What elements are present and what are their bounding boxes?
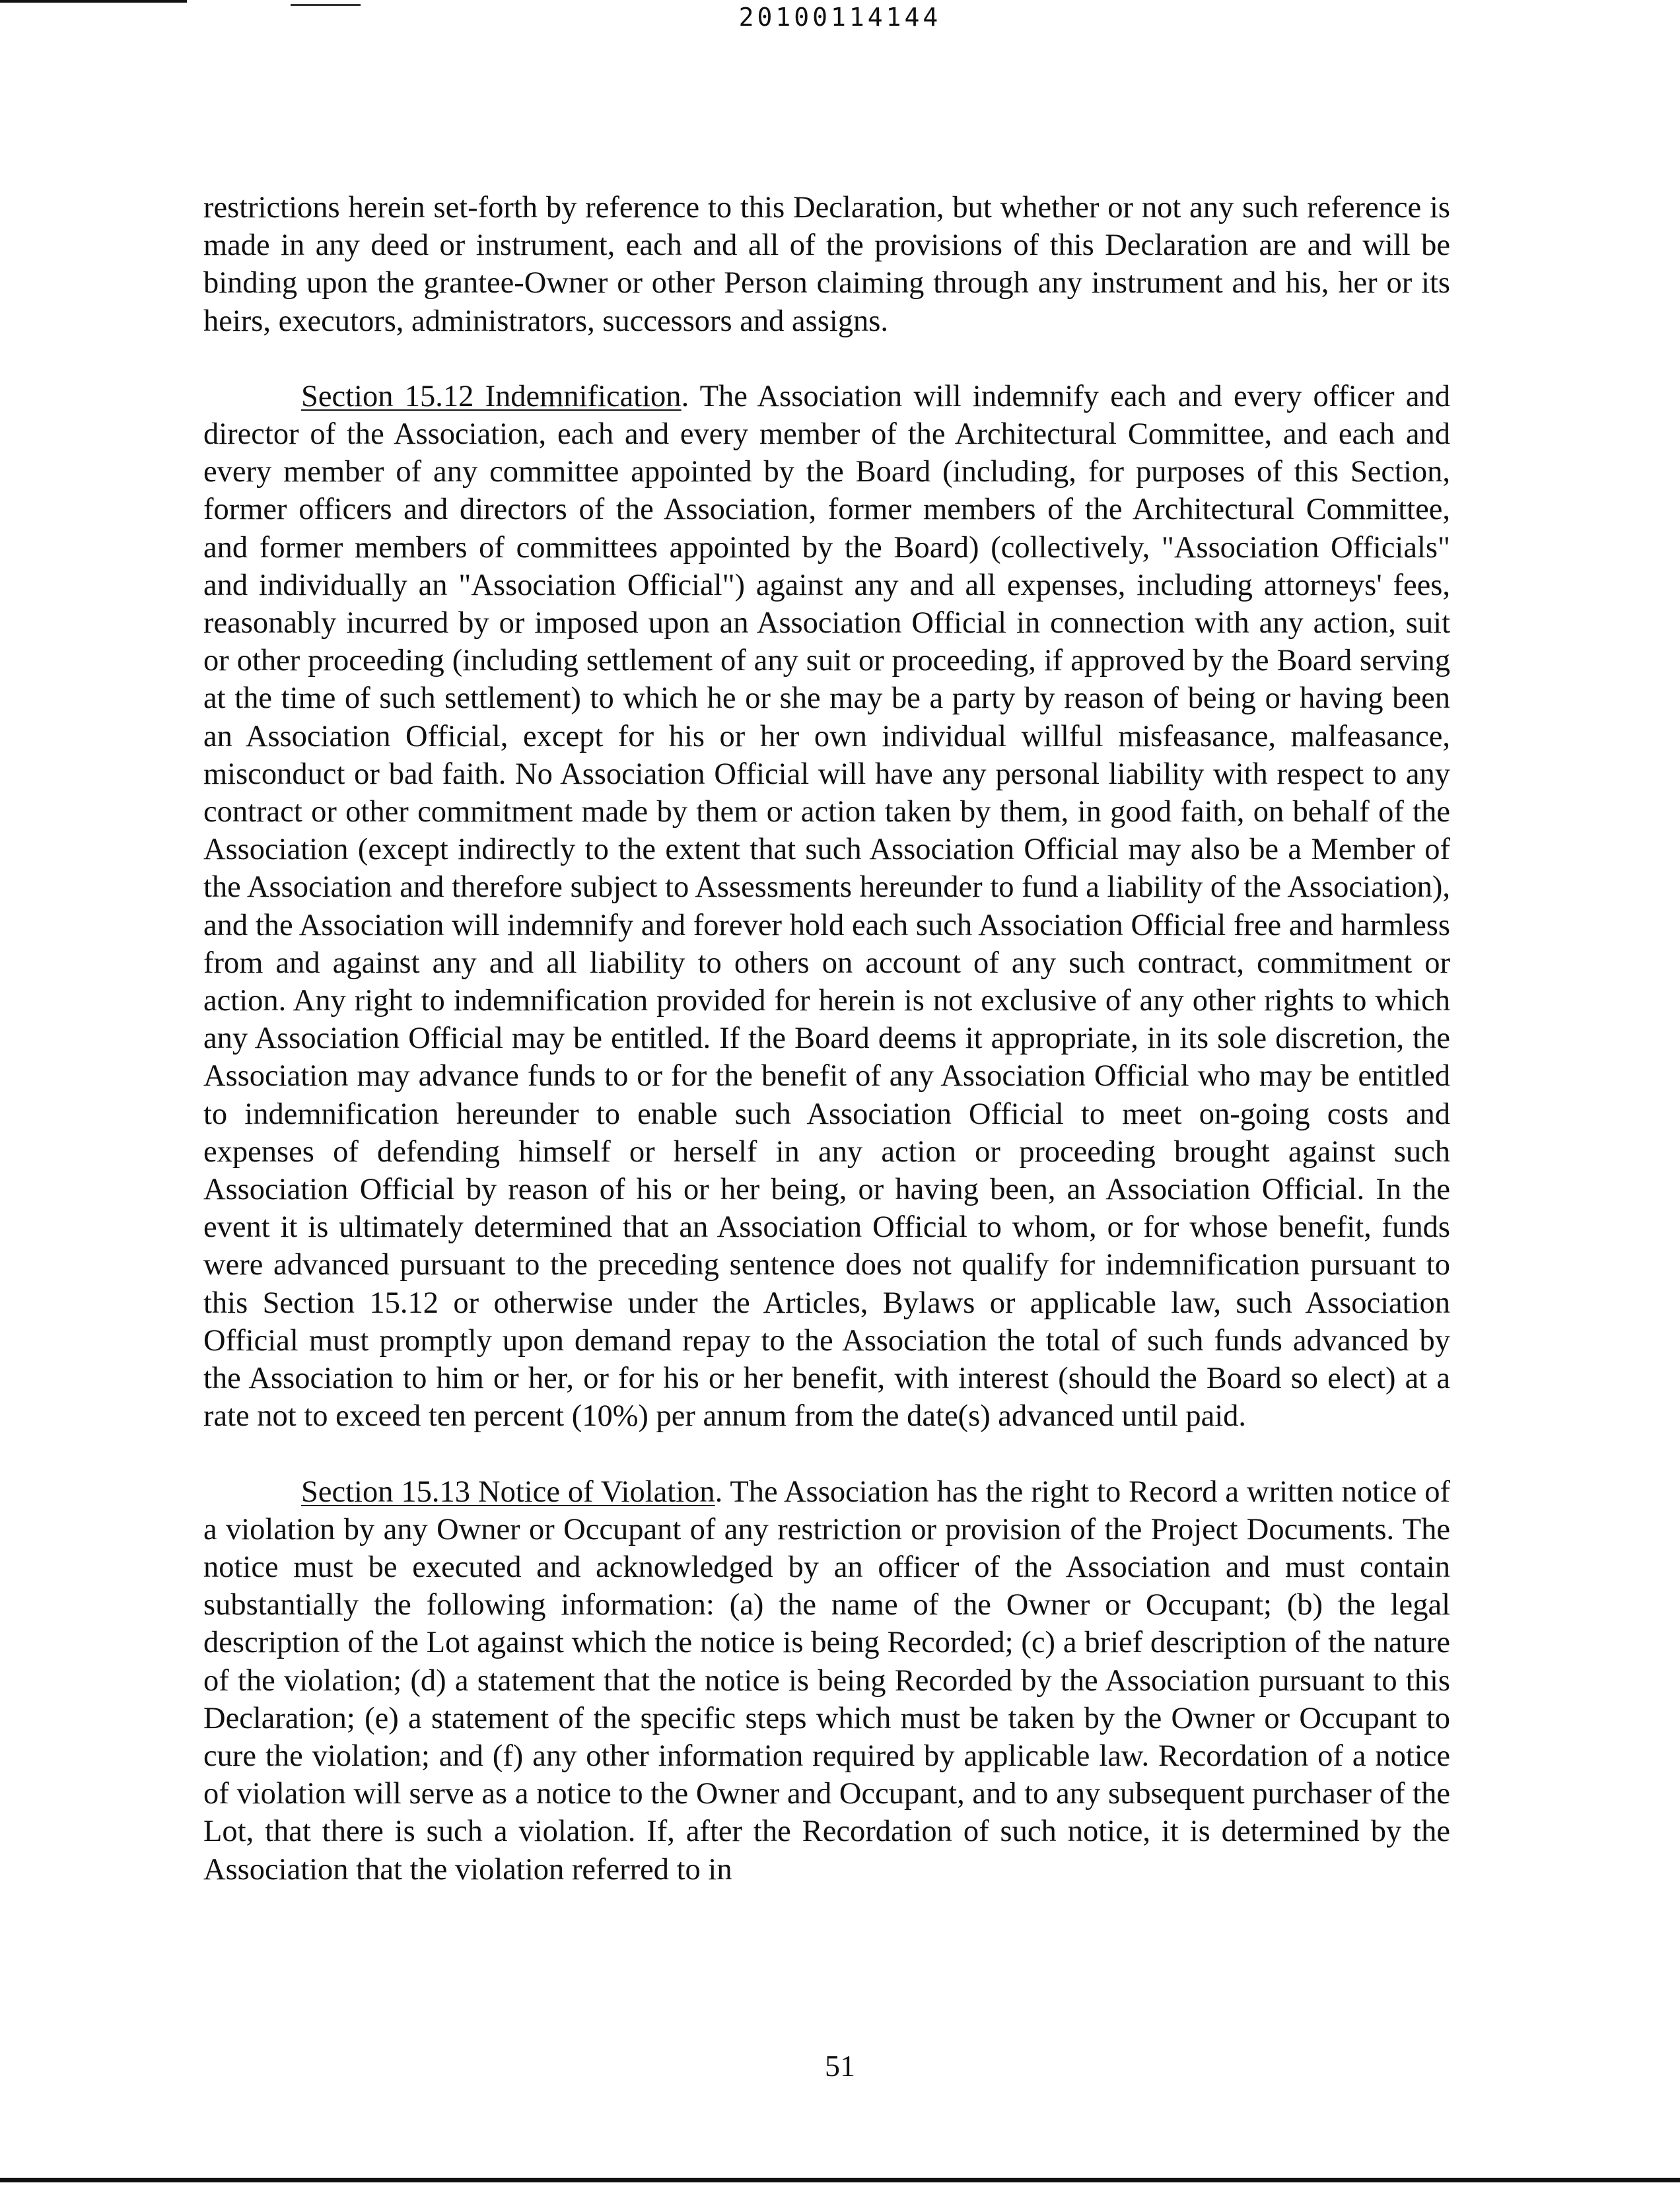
section-15-13-text: . The Association has the right to Record a written notice of a violation by any Owner or Occupant of any restriction or provision of the Project Documents. The notice must be executed and acknowledged by an officer of the Association and must contain substantially the following information: (a) the name of the Owner or Occupant; (b) the legal description of the Lot against which the notice is being Recorded; (c) a brief description of the nature of the violation; (d) a statement that the notice is being Recorded by the Association pursuant to this Declaration; (e) a statement of the specific steps which must be taken by the Owner or Occupant to cure the violation; and (f) any other information required by applicable law. Recordation of a notice of violation will serve as a notice to the Owner and Occupant, and to any subsequent purchaser of the Lot, that there is such a violation. If, after the Recordation of such notice, it is determined by the Association that the violation referred to in — [203, 1475, 1450, 1887]
paragraph-gap — [203, 1436, 1450, 1473]
paragraph-carryover: restrictions herein set-forth by reference to this Declaration, but whether or not any such reference is made in any deed or instrument, each and all of the provisions of this Declaration are and will be binding upon the grantee-Owner or other Person claiming through any instrument and his, her or its heirs, executors, administrators, successors and assigns. — [203, 191, 1450, 338]
paragraph-section-15-12 — [203, 378, 1450, 1436]
bottom-rule — [0, 2178, 1680, 2182]
paragraph-gap — [203, 340, 1450, 378]
page-number: 51 — [825, 2049, 855, 2083]
section-15-13-heading: Section 15.13 Notice of Violation — [301, 1475, 715, 1509]
paragraph-section-15-13 — [203, 1473, 1450, 1889]
section-15-12-text: . The Association will indemnify each and every officer and director of the Association, each and every member of the Architectural Committee, and each and every member of any committee appointed by the Board (including, for purposes of this Section, former officers and directors of the Association, former members of the Architectural Committee, and former members of committees appointed by the Board) (collectively, "Association Officials" and individually an "Association Official") against any and all expenses, including attorneys' fees, reasonably incurred by or imposed upon an Association Official in connection with any action, suit or other proceeding (including settlement of any suit or proceeding, if approved by the Board serving at the time of such settlement) to which he or she may be a party by reason of being or having been an Association Official, except for his or her own individual willful misfeasance, malfeasance, misconduct or bad faith. No Association Official will have any personal liability with respect to any contract or other commitment made by them or action taken by them, in good faith, on behalf of the Association (except indirectly to the extent that such Association Official may also be a Member of the Association and therefore subject to Assessments hereunder to fund a liability of the Association), and the Association will indemnify and forever hold each such Association Official free and harmless from and against any and all liability to others on account of any such contract, commitment or action. Any right to indemnification provided for herein is not exclusive of any other rights to which any Association Official may be entitled. If the Board deems it appropriate, in its sole discretion, the Association may advance funds to or for the benefit of any Association Official who may be entitled to indemnification hereunder to enable such Association Official to meet on-going costs and expenses of defending himself or herself in any action or proceeding brought against such Association Official by reason of his or her being, or having been, an Association Official. In the event it is ultimately determined that an Association Official to whom, or for whose benefit, funds were advanced pursuant to the preceding sentence does not qualify for indemnification pursuant to this Section 15.12 or otherwise under the Articles, Bylaws or applicable law, such Association Official must promptly upon demand repay to the Association the total of such funds advanced by the Association to him or her, or for his or her benefit, with interest (should the Board so elect) at a rate not to exceed ten percent (10%) per annum from the date(s) advanced until paid. — [203, 379, 1450, 1434]
section-15-12-heading: Section 15.12 Indemnification — [301, 379, 682, 413]
document-number: 20100114144 — [738, 3, 942, 32]
page-body — [203, 189, 1450, 1889]
